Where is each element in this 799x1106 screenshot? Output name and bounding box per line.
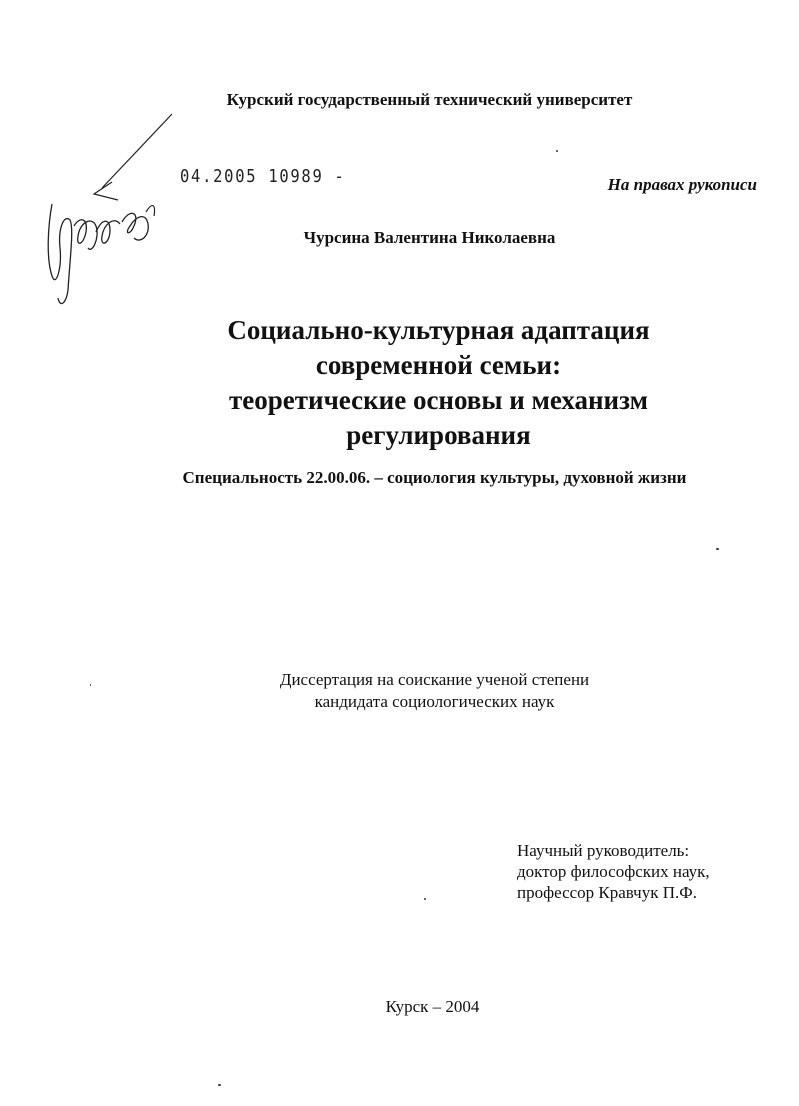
author-name: Чурсина Валентина Николаевна — [303, 228, 556, 247]
supervisor-line-2: доктор философских наук, — [517, 862, 710, 881]
scan-speck — [716, 548, 719, 550]
scan-speck — [556, 150, 558, 152]
city-year: Курск – 2004 — [385, 997, 480, 1016]
degree-line-1: Диссертация на соискание ученой степени — [279, 670, 590, 689]
supervisor-block — [517, 840, 710, 903]
title-line-3: теоретические основы и механизм — [229, 385, 648, 415]
title-line-1: Социально-культурная адаптация — [227, 315, 650, 345]
title-line-2: современной семьи: — [315, 350, 562, 380]
supervisor-line-1: Научный руководитель: — [517, 841, 690, 860]
supervisor-line-3: профессор Кравчук П.Ф. — [517, 883, 697, 902]
degree-line-2: кандидата социологических наук — [314, 692, 555, 711]
specialty-line: Специальность 22.00.06. – социология культуры, духовной жизни — [182, 468, 687, 487]
title-line-4: регулирования — [346, 420, 531, 450]
scan-speck — [424, 898, 426, 900]
scan-speck — [90, 684, 91, 686]
degree-statement — [0, 669, 799, 713]
rights-note: На правах рукописи — [607, 175, 757, 194]
scan-speck — [218, 1084, 221, 1086]
handwritten-signature — [30, 108, 180, 318]
dissertation-title — [0, 313, 799, 453]
registration-stamp: 04.2005 10989 - — [180, 166, 346, 187]
university-name: Курский государственный технический университет — [226, 90, 633, 109]
